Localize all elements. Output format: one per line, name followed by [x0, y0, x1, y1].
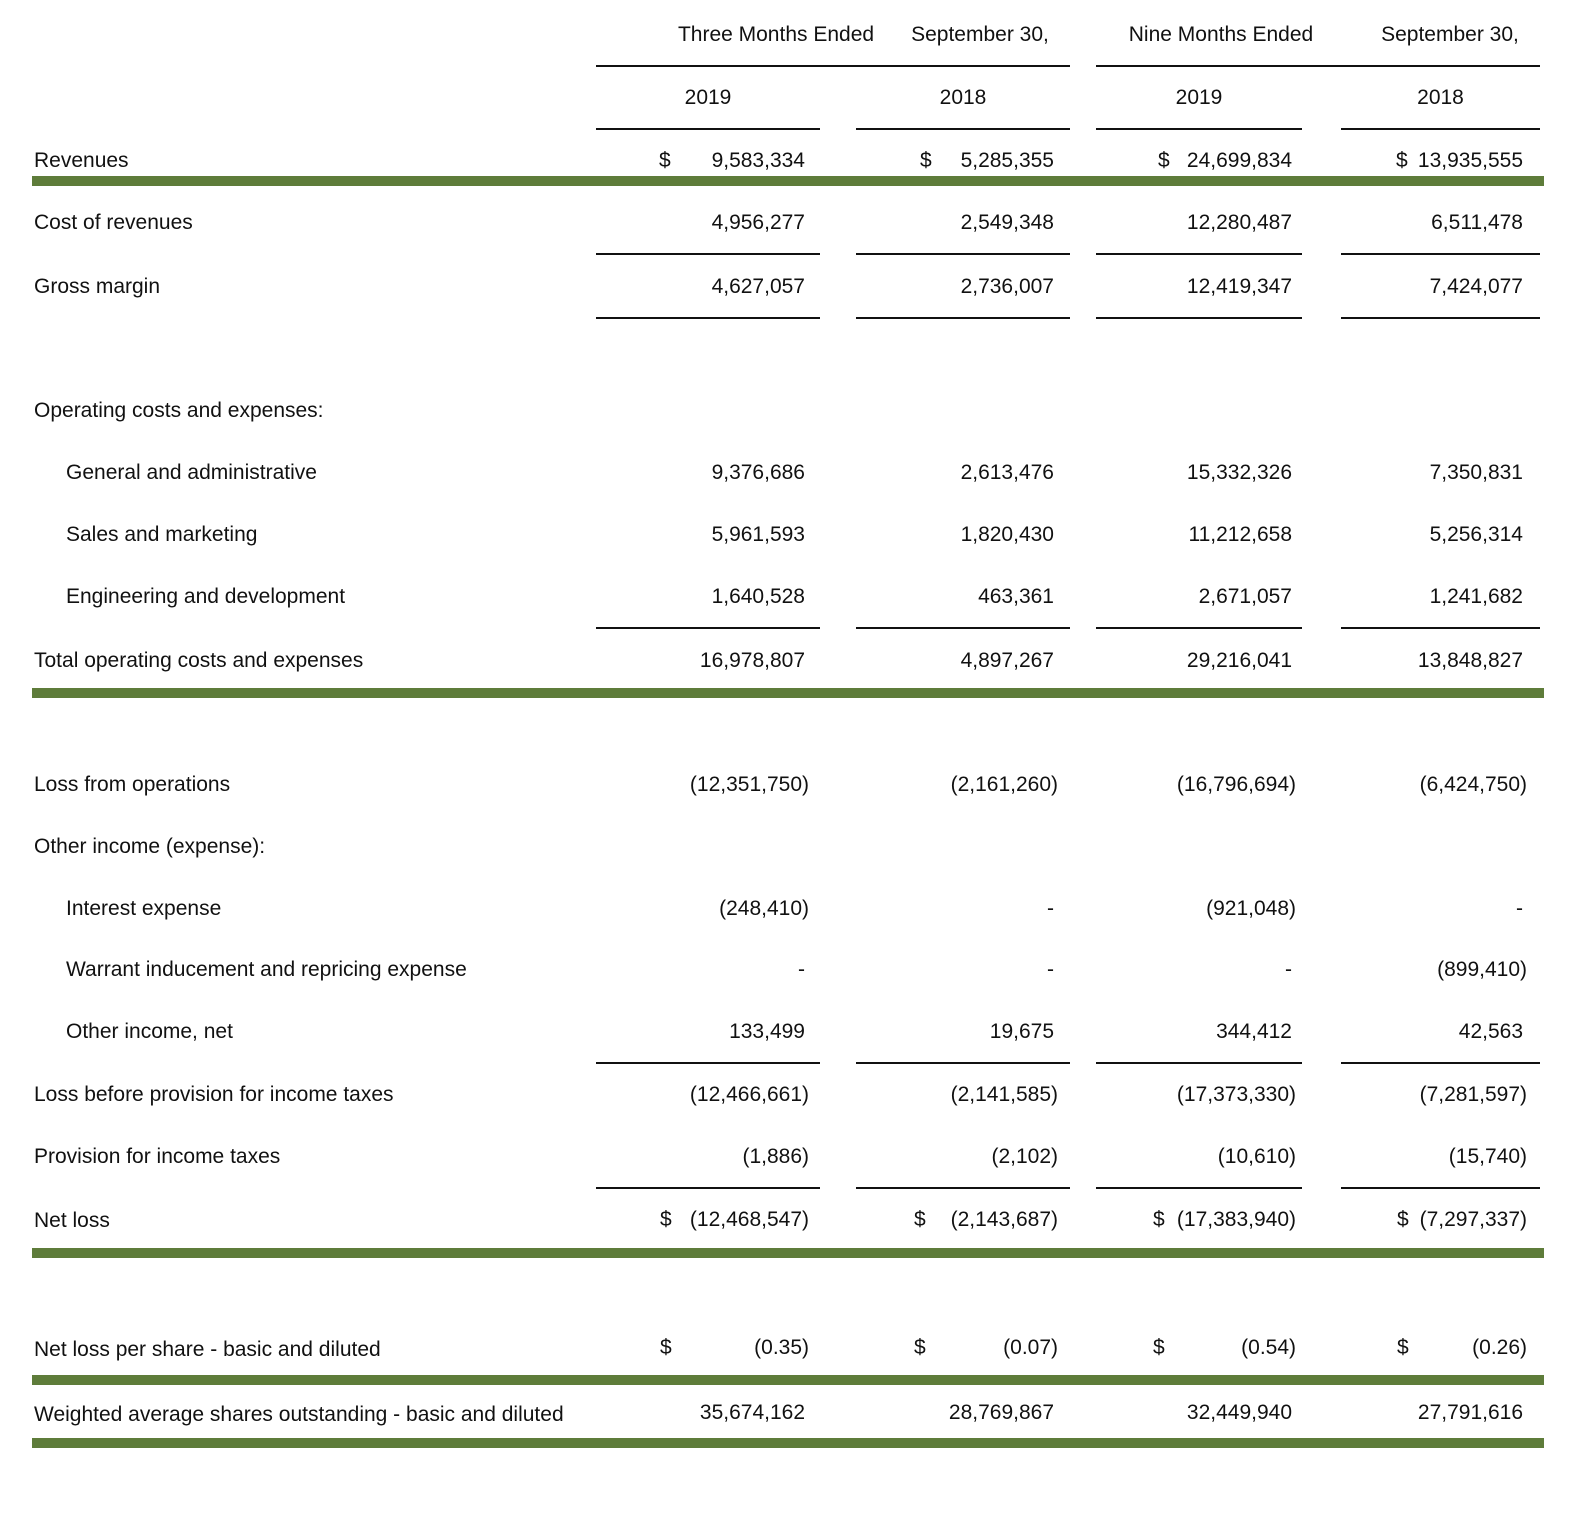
- other-net-value-3: 344,412: [1216, 1020, 1292, 1043]
- loss-ops-value-4: (6,424,750): [1419, 773, 1527, 796]
- other-net-rule-1: [596, 1062, 820, 1064]
- other-net-rule-2: [856, 1062, 1070, 1064]
- total-opex-value-4: 13,848,827: [1417, 649, 1523, 672]
- other-net-rule-4: [1341, 1062, 1540, 1064]
- cost-rule-3: [1096, 253, 1302, 255]
- interest-value-1: (248,410): [719, 897, 809, 920]
- green-band-shares: [32, 1438, 1544, 1448]
- revenues-currency-4: $: [1396, 149, 1408, 172]
- shares-value-2: 28,769,867: [948, 1401, 1054, 1424]
- total-opex-value-2: 4,897,267: [960, 649, 1054, 672]
- sm-label: Sales and marketing: [66, 523, 258, 546]
- sm-value-3: 11,212,658: [1188, 523, 1292, 546]
- provision-rule-2: [856, 1187, 1070, 1189]
- revenues-value-3: 24,699,834: [1186, 149, 1292, 172]
- year-col-2: 2018: [939, 86, 987, 109]
- ed-value-3: 2,671,057: [1198, 585, 1292, 608]
- provision-rule-3: [1096, 1187, 1302, 1189]
- year-col-4: 2018: [1417, 86, 1464, 109]
- provision-value-3: (10,610): [1217, 1145, 1296, 1168]
- total-opex-value-3: 29,216,041: [1186, 649, 1292, 672]
- shares-value-1: 35,674,162: [699, 1401, 805, 1424]
- gross-value-4: 7,424,077: [1429, 275, 1523, 298]
- ga-value-4: 7,350,831: [1429, 461, 1523, 484]
- provision-rule-1: [596, 1187, 820, 1189]
- other-net-label: Other income, net: [66, 1020, 233, 1043]
- cost-value-3: 12,280,487: [1186, 211, 1292, 234]
- provision-value-1: (1,886): [742, 1145, 809, 1168]
- year-rule-2: [856, 128, 1070, 130]
- cost-rule-4: [1341, 253, 1540, 255]
- warrant-value-2: -: [1047, 958, 1054, 981]
- net-loss-value-1: (12,468,547): [689, 1208, 809, 1231]
- eps-currency-2: $: [914, 1336, 926, 1359]
- gross-value-2: 2,736,007: [960, 275, 1054, 298]
- eps-value-4: (0.26): [1472, 1336, 1527, 1359]
- eps-label: Net loss per share - basic and diluted: [34, 1338, 381, 1361]
- warrant-value-1: -: [798, 958, 805, 981]
- warrant-value-4: (899,410): [1437, 958, 1527, 981]
- revenues-currency-1: $: [659, 149, 671, 172]
- year-col-3: 2019: [1175, 86, 1223, 109]
- eps-value-3: (0.54): [1241, 1336, 1296, 1359]
- cost-value-4: 6,511,478: [1431, 211, 1523, 234]
- warrant-label: Warrant inducement and repricing expense: [66, 958, 467, 981]
- interest-value-3: (921,048): [1206, 897, 1296, 920]
- loss-before-tax-value-4: (7,281,597): [1419, 1083, 1527, 1106]
- interest-label: Interest expense: [66, 897, 222, 920]
- shares-value-4: 27,791,616: [1417, 1401, 1523, 1424]
- ga-value-1: 9,376,686: [711, 461, 805, 484]
- revenues-currency-3: $: [1158, 149, 1170, 172]
- header-rule-nine-months: [1096, 65, 1540, 67]
- gross-label: Gross margin: [34, 275, 161, 298]
- revenues-value-4: 13,935,555: [1417, 149, 1523, 172]
- revenues-currency-2: $: [920, 149, 932, 172]
- cost-value-2: 2,549,348: [960, 211, 1054, 234]
- ga-label: General and administrative: [66, 461, 317, 484]
- ed-rule-1: [596, 627, 820, 629]
- gross-rule-1: [596, 317, 820, 319]
- green-band-net-loss: [32, 1248, 1544, 1258]
- loss-before-tax-value-1: (12,466,661): [689, 1083, 809, 1106]
- net-loss-currency-4: $: [1397, 1208, 1409, 1231]
- ed-rule-3: [1096, 627, 1302, 629]
- cost-rule-2: [856, 253, 1070, 255]
- loss-before-tax-value-2: (2,141,585): [950, 1083, 1058, 1106]
- year-rule-1: [596, 128, 820, 130]
- eps-currency-1: $: [660, 1336, 672, 1359]
- total-opex-label: Total operating costs and expenses: [34, 649, 364, 672]
- sm-value-2: 1,820,430: [960, 523, 1054, 546]
- sm-value-1: 5,961,593: [711, 523, 805, 546]
- ed-value-1: 1,640,528: [711, 585, 805, 608]
- total-opex-value-1: 16,978,807: [699, 649, 805, 672]
- gross-value-3: 12,419,347: [1186, 275, 1292, 298]
- green-band-eps: [32, 1375, 1544, 1385]
- cost-value-1: 4,956,277: [711, 211, 805, 234]
- ga-value-2: 2,613,476: [960, 461, 1054, 484]
- shares-value-3: 32,449,940: [1186, 1401, 1292, 1424]
- gross-rule-2: [856, 317, 1070, 319]
- net-loss-currency-2: $: [914, 1208, 926, 1231]
- net-loss-value-3: (17,383,940): [1176, 1208, 1296, 1231]
- other-net-value-4: 42,563: [1458, 1020, 1523, 1043]
- loss-ops-value-2: (2,161,260): [950, 773, 1058, 796]
- loss-before-tax-label: Loss before provision for income taxes: [34, 1083, 394, 1106]
- header-nine-months: Nine Months Ended: [1128, 23, 1314, 46]
- opex-heading: Operating costs and expenses:: [34, 399, 324, 422]
- provision-value-2: (2,102): [991, 1145, 1058, 1168]
- warrant-value-3: -: [1285, 958, 1292, 981]
- ga-value-3: 15,332,326: [1186, 461, 1292, 484]
- provision-label: Provision for income taxes: [34, 1145, 281, 1168]
- ed-rule-4: [1341, 627, 1540, 629]
- gross-rule-4: [1341, 317, 1540, 319]
- sm-value-4: 5,256,314: [1429, 523, 1523, 546]
- cost-label: Cost of revenues: [34, 211, 193, 234]
- other-net-value-2: 19,675: [989, 1020, 1054, 1043]
- loss-ops-value-3: (16,796,694): [1176, 773, 1296, 796]
- provision-rule-4: [1341, 1187, 1540, 1189]
- ed-value-2: 463,361: [978, 585, 1054, 608]
- cost-rule-1: [596, 253, 820, 255]
- header-three-months: Three Months Ended: [677, 23, 875, 46]
- year-col-1: 2019: [684, 86, 732, 109]
- net-loss-currency-1: $: [660, 1208, 672, 1231]
- other-net-value-1: 133,499: [729, 1020, 805, 1043]
- eps-currency-4: $: [1397, 1336, 1409, 1359]
- net-loss-value-2: (2,143,687): [950, 1208, 1058, 1231]
- eps-value-2: (0.07): [1003, 1336, 1058, 1359]
- header-september-30-a: September 30,: [911, 23, 1049, 46]
- gross-rule-3: [1096, 317, 1302, 319]
- provision-value-4: (15,740): [1448, 1145, 1527, 1168]
- ed-value-4: 1,241,682: [1429, 585, 1523, 608]
- header-september-30-b: September 30,: [1381, 23, 1519, 46]
- loss-ops-value-1: (12,351,750): [689, 773, 809, 796]
- net-loss-currency-3: $: [1153, 1208, 1165, 1231]
- interest-value-2: -: [1047, 897, 1054, 920]
- interest-value-4: -: [1516, 897, 1523, 920]
- net-loss-value-4: (7,297,337): [1419, 1208, 1527, 1231]
- revenues-value-2: 5,285,355: [960, 149, 1054, 172]
- shares-label: Weighted average shares outstanding - basic and diluted: [34, 1403, 564, 1426]
- revenues-label: Revenues: [34, 149, 129, 172]
- year-rule-4: [1341, 128, 1540, 130]
- header-rule-three-months: [596, 65, 1070, 67]
- green-band-revenues: [32, 176, 1544, 186]
- ed-label: Engineering and development: [66, 585, 346, 608]
- eps-value-1: (0.35): [754, 1336, 809, 1359]
- revenues-value-1: 9,583,334: [711, 149, 805, 172]
- loss-before-tax-value-3: (17,373,330): [1176, 1083, 1296, 1106]
- eps-currency-3: $: [1153, 1336, 1165, 1359]
- other-net-rule-3: [1096, 1062, 1302, 1064]
- loss-ops-label: Loss from operations: [34, 773, 231, 796]
- other-heading: Other income (expense):: [34, 835, 266, 858]
- ed-rule-2: [856, 627, 1070, 629]
- gross-value-1: 4,627,057: [711, 275, 805, 298]
- green-band-total-opex: [32, 688, 1544, 698]
- year-rule-3: [1096, 128, 1302, 130]
- net-loss-label: Net loss: [34, 1209, 110, 1232]
